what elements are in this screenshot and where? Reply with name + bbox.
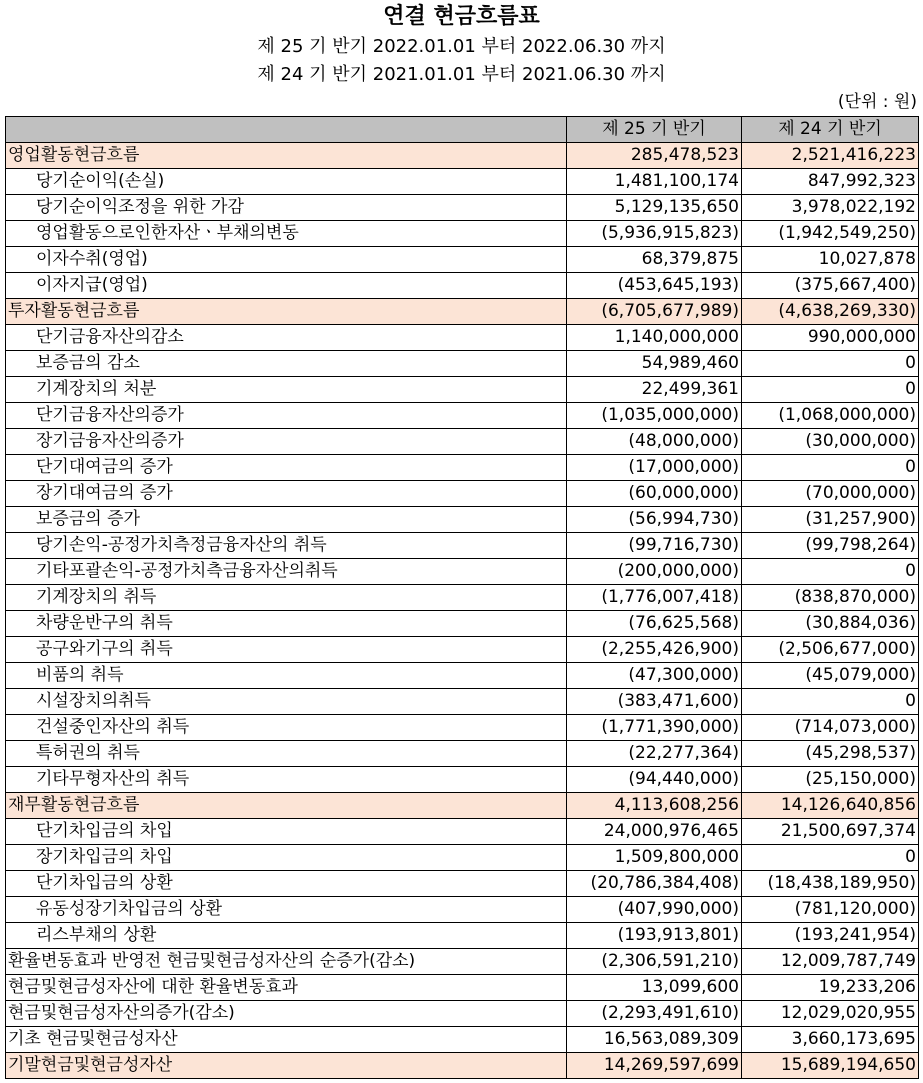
row-label: 시설장치의취득 xyxy=(6,689,567,715)
current-period-value: 14,269,597,699 xyxy=(567,1053,742,1079)
current-period-value: (193,913,801) xyxy=(567,923,742,949)
row-label: 기타포괄손익-공정가치측금융자산의취득 xyxy=(6,559,567,585)
current-period-value: 285,478,523 xyxy=(567,143,742,169)
current-period-value: (2,306,591,210) xyxy=(567,949,742,975)
prior-period-value: (45,298,537) xyxy=(742,741,919,767)
row-label: 단기금융자산의증가 xyxy=(6,403,567,429)
row-label: 현금및현금성자산의증가(감소) xyxy=(6,1001,567,1027)
current-period-value: 1,509,800,000 xyxy=(567,845,742,871)
row-label: 공구와기구의 취득 xyxy=(6,637,567,663)
table-row xyxy=(6,195,919,221)
row-label: 보증금의 감소 xyxy=(6,351,567,377)
prior-period-value: (25,150,000) xyxy=(742,767,919,793)
table-row xyxy=(6,871,919,897)
prior-period-value: 2,521,416,223 xyxy=(742,143,919,169)
prior-period-value: 10,027,878 xyxy=(742,247,919,273)
current-period-value: (20,786,384,408) xyxy=(567,871,742,897)
table-row xyxy=(6,455,919,481)
current-period-value: 22,499,361 xyxy=(567,377,742,403)
row-label: 당기순이익(손실) xyxy=(6,169,567,195)
current-period-value: (1,035,000,000) xyxy=(567,403,742,429)
table-row xyxy=(6,923,919,949)
table-row xyxy=(6,611,919,637)
table-row xyxy=(6,663,919,689)
prior-period-value: 15,689,194,650 xyxy=(742,1053,919,1079)
table-row xyxy=(6,351,919,377)
row-label: 특허권의 취득 xyxy=(6,741,567,767)
row-label: 건설중인자산의 취득 xyxy=(6,715,567,741)
prior-period-value: 3,978,022,192 xyxy=(742,195,919,221)
current-period-value: (47,300,000) xyxy=(567,663,742,689)
table-row xyxy=(6,897,919,923)
current-period-value: 16,563,089,309 xyxy=(567,1027,742,1053)
prior-period-value: (4,638,269,330) xyxy=(742,299,919,325)
table-row xyxy=(6,377,919,403)
period-current: 제 25 기 반기 2022.01.01 부터 2022.06.30 까지 xyxy=(257,36,666,57)
row-label: 유동성장기차입금의 상환 xyxy=(6,897,567,923)
current-period-value: (6,705,677,989) xyxy=(567,299,742,325)
row-label: 단기대여금의 증가 xyxy=(6,455,567,481)
row-label: 단기차입금의 상환 xyxy=(6,871,567,897)
row-label: 당기손익-공정가치측정금융자산의 취득 xyxy=(6,533,567,559)
prior-period-value: 0 xyxy=(742,845,919,871)
unit-label: (단위 : 원) xyxy=(837,92,917,112)
row-label: 비품의 취득 xyxy=(6,663,567,689)
prior-period-value: (1,942,549,250) xyxy=(742,221,919,247)
row-label: 장기금융자산의증가 xyxy=(6,429,567,455)
prior-period-value: (30,884,036) xyxy=(742,611,919,637)
prior-period-value: 0 xyxy=(742,377,919,403)
table-row xyxy=(6,975,919,1001)
row-label: 재무활동현금흐름 xyxy=(6,793,567,819)
table-body xyxy=(6,143,919,1079)
current-period-value: 1,140,000,000 xyxy=(567,325,742,351)
table-row xyxy=(6,819,919,845)
prior-period-value: (30,000,000) xyxy=(742,429,919,455)
row-label: 영업활동으로인한자산ㆍ부채의변동 xyxy=(6,221,567,247)
current-period-value: (22,277,364) xyxy=(567,741,742,767)
column-header-current: 제 25 기 반기 xyxy=(567,117,742,143)
prior-period-value: 990,000,000 xyxy=(742,325,919,351)
prior-period-value: 0 xyxy=(742,351,919,377)
row-label: 기타무형자산의 취득 xyxy=(6,767,567,793)
current-period-value: (2,255,426,900) xyxy=(567,637,742,663)
current-period-value: (200,000,000) xyxy=(567,559,742,585)
row-label: 단기차입금의 차입 xyxy=(6,819,567,845)
table-row xyxy=(6,689,919,715)
prior-period-value: (2,506,677,000) xyxy=(742,637,919,663)
table-row xyxy=(6,169,919,195)
prior-period-value: (781,120,000) xyxy=(742,897,919,923)
row-label: 기말현금및현금성자산 xyxy=(6,1053,567,1079)
current-period-value: (76,625,568) xyxy=(567,611,742,637)
current-period-value: (1,776,007,418) xyxy=(567,585,742,611)
table-row xyxy=(6,559,919,585)
table-header-row xyxy=(6,117,919,143)
row-label: 장기대여금의 증가 xyxy=(6,481,567,507)
prior-period-value: (31,257,900) xyxy=(742,507,919,533)
table-row xyxy=(6,715,919,741)
column-header-item xyxy=(6,117,567,143)
row-label: 이자지급(영업) xyxy=(6,273,567,299)
current-period-value: 24,000,976,465 xyxy=(567,819,742,845)
current-period-value: 54,989,460 xyxy=(567,351,742,377)
current-period-value: (94,440,000) xyxy=(567,767,742,793)
prior-period-value: 847,992,323 xyxy=(742,169,919,195)
column-header-prior: 제 24 기 반기 xyxy=(742,117,919,143)
section-total-row xyxy=(6,299,919,325)
current-period-value: 5,129,135,650 xyxy=(567,195,742,221)
table-row xyxy=(6,221,919,247)
table-row xyxy=(6,637,919,663)
table-row xyxy=(6,585,919,611)
current-period-value: (60,000,000) xyxy=(567,481,742,507)
current-period-value: (407,990,000) xyxy=(567,897,742,923)
period-prior: 제 24 기 반기 2021.01.01 부터 2021.06.30 까지 xyxy=(257,64,666,85)
row-label: 기계장치의 취득 xyxy=(6,585,567,611)
prior-period-value: (18,438,189,950) xyxy=(742,871,919,897)
prior-period-value: (838,870,000) xyxy=(742,585,919,611)
current-period-value: 68,379,875 xyxy=(567,247,742,273)
prior-period-value: (1,068,000,000) xyxy=(742,403,919,429)
prior-period-value: (99,798,264) xyxy=(742,533,919,559)
row-label: 장기차입금의 차입 xyxy=(6,845,567,871)
current-period-value: (48,000,000) xyxy=(567,429,742,455)
prior-period-value: (45,079,000) xyxy=(742,663,919,689)
table-row xyxy=(6,325,919,351)
prior-period-value: 0 xyxy=(742,689,919,715)
prior-period-value: 12,009,787,749 xyxy=(742,949,919,975)
prior-period-value: (375,667,400) xyxy=(742,273,919,299)
table-row xyxy=(6,741,919,767)
table-row xyxy=(6,507,919,533)
prior-period-value: 14,126,640,856 xyxy=(742,793,919,819)
section-total-row xyxy=(6,1053,919,1079)
table-row xyxy=(6,247,919,273)
table-row xyxy=(6,403,919,429)
prior-period-value: 12,029,020,955 xyxy=(742,1001,919,1027)
table-row xyxy=(6,949,919,975)
row-label: 당기순이익조정을 위한 가감 xyxy=(6,195,567,221)
table-row xyxy=(6,429,919,455)
current-period-value: (99,716,730) xyxy=(567,533,742,559)
prior-period-value: 0 xyxy=(742,559,919,585)
row-label: 이자수취(영업) xyxy=(6,247,567,273)
row-label: 차량운반구의 취득 xyxy=(6,611,567,637)
cash-flow-table xyxy=(5,116,919,1079)
prior-period-value: (714,073,000) xyxy=(742,715,919,741)
section-total-row xyxy=(6,793,919,819)
table-row xyxy=(6,1001,919,1027)
page-title: 연결 현금흐름표 xyxy=(383,4,540,29)
table-row xyxy=(6,845,919,871)
prior-period-value: 19,233,206 xyxy=(742,975,919,1001)
row-label: 현금및현금성자산에 대한 환율변동효과 xyxy=(6,975,567,1001)
current-period-value: 4,113,608,256 xyxy=(567,793,742,819)
row-label: 기초 현금및현금성자산 xyxy=(6,1027,567,1053)
row-label: 보증금의 증가 xyxy=(6,507,567,533)
current-period-value: (383,471,600) xyxy=(567,689,742,715)
table-row xyxy=(6,1027,919,1053)
prior-period-value: 3,660,173,695 xyxy=(742,1027,919,1053)
current-period-value: (1,771,390,000) xyxy=(567,715,742,741)
current-period-value: (17,000,000) xyxy=(567,455,742,481)
prior-period-value: (70,000,000) xyxy=(742,481,919,507)
row-label: 영업활동현금흐름 xyxy=(6,143,567,169)
table-row xyxy=(6,481,919,507)
row-label: 리스부채의 상환 xyxy=(6,923,567,949)
table-row xyxy=(6,273,919,299)
prior-period-value: 0 xyxy=(742,455,919,481)
row-label: 투자활동현금흐름 xyxy=(6,299,567,325)
table-row xyxy=(6,533,919,559)
prior-period-value: (193,241,954) xyxy=(742,923,919,949)
current-period-value: (5,936,915,823) xyxy=(567,221,742,247)
row-label: 환율변동효과 반영전 현금및현금성자산의 순증가(감소) xyxy=(6,949,567,975)
current-period-value: (2,293,491,610) xyxy=(567,1001,742,1027)
section-total-row xyxy=(6,143,919,169)
prior-period-value: 21,500,697,374 xyxy=(742,819,919,845)
current-period-value: (453,645,193) xyxy=(567,273,742,299)
current-period-value: 13,099,600 xyxy=(567,975,742,1001)
table-row xyxy=(6,767,919,793)
row-label: 기계장치의 처분 xyxy=(6,377,567,403)
current-period-value: 1,481,100,174 xyxy=(567,169,742,195)
current-period-value: (56,994,730) xyxy=(567,507,742,533)
row-label: 단기금융자산의감소 xyxy=(6,325,567,351)
